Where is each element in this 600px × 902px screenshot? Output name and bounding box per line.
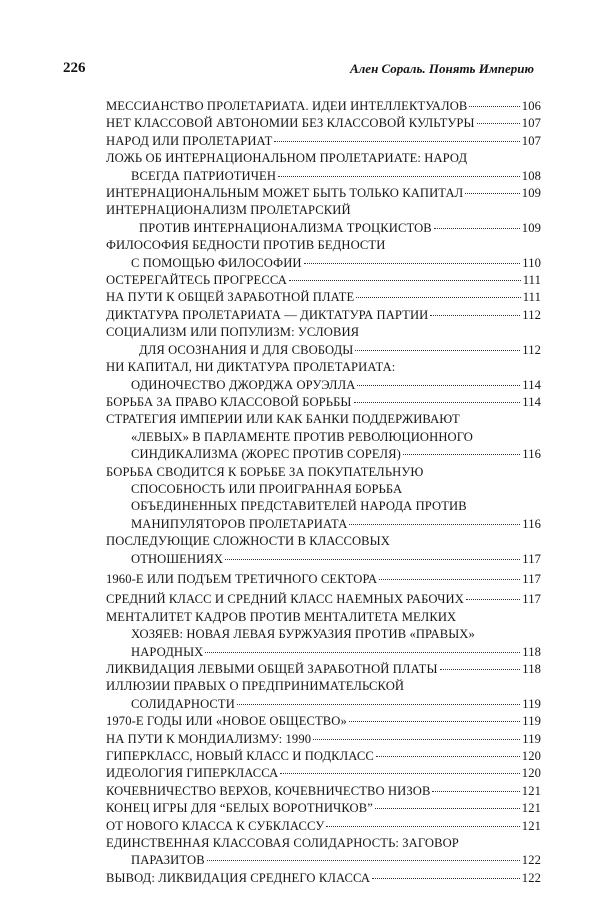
toc-page-number: 121 [521, 801, 541, 816]
page-number: 226 [63, 60, 86, 76]
dot-leader [354, 402, 521, 403]
dot-leader [465, 193, 519, 194]
toc-entry [106, 870, 541, 887]
toc-entry-title-line: НА ПУТИ К МОНДИАЛИЗМУ: 1990 [106, 731, 312, 746]
toc-entry [106, 533, 541, 568]
dot-leader [469, 106, 519, 107]
toc-entry-title-line: КОНЕЦ ИГРЫ ДЛЯ “БЕЛЫХ ВОРОТНИЧКОВ” [106, 801, 373, 816]
dot-leader [326, 826, 519, 827]
toc-entry-title-line: ЛИКВИДАЦИЯ ЛЕВЫМИ ОБЩЕЙ ЗАРАБОТНОЙ ПЛАТЫ [106, 662, 438, 676]
dot-leader [375, 808, 520, 809]
toc-entry-title-line: ОСТЕРЕГАЙТЕСЬ ПРОГРЕССА [106, 273, 287, 288]
toc-page-number: 114 [522, 394, 541, 409]
toc-entry-title-line: ГИПЕРКЛАСС, НОВЫЙ КЛАСС И ПОДКЛАСС [106, 749, 374, 764]
toc-page-number: 121 [521, 783, 541, 798]
toc-entry [106, 835, 541, 870]
toc-entry-title-line: ИДЕОЛОГИЯ ГИПЕРКЛАССА [106, 766, 279, 781]
dot-leader [225, 559, 520, 560]
toc-page-number: 114 [522, 377, 541, 392]
toc-entry [106, 359, 541, 394]
toc-entry [106, 237, 541, 272]
toc-entry [106, 394, 541, 411]
toc-entry-title-line: ФИЛОСОФИЯ БЕДНОСТИ ПРОТИВ БЕДНОСТИ [106, 238, 386, 253]
toc-page-number: 109 [521, 220, 541, 235]
toc-entry-title-line: БОРЬБА СВОДИТСЯ К БОРЬБЕ ЗА ПОКУПАТЕЛЬНУЮ [106, 464, 424, 479]
toc-entry [106, 800, 541, 817]
toc-entry [106, 765, 541, 782]
toc-entry-title-line: НЕТ КЛАССОВОЙ АВТОНОМИИ БЕЗ КЛАССОВОЙ КУЛЬТУРЫ [106, 116, 475, 131]
dot-leader [355, 350, 520, 351]
toc-entry-title-line: СТРАТЕГИЯ ИМПЕРИИ ИЛИ КАК БАНКИ ПОДДЕРЖИВАЮТ [106, 412, 460, 427]
toc-page-number: 107 [521, 116, 541, 131]
toc-entry-title-line: ОБЪЕДИНЕННЫХ ПРЕДСТАВИТЕЛЕЙ НАРОДА ПРОТИВ [131, 499, 467, 514]
toc-page-number: 116 [522, 516, 541, 531]
toc-entry [106, 150, 541, 185]
toc-page-number: 122 [521, 870, 541, 885]
toc-page-number: 107 [521, 133, 541, 148]
toc-entry [106, 571, 541, 588]
toc-entry [106, 411, 541, 463]
toc-entry [106, 731, 541, 748]
dot-leader [466, 599, 520, 600]
toc-entry [106, 307, 541, 324]
toc-entry-title-line: НИ КАПИТАЛ, НИ ДИКТАТУРА ПРОЛЕТАРИАТА: [106, 360, 396, 375]
dot-leader [403, 454, 520, 455]
toc-page-number: 109 [521, 186, 541, 201]
toc-entry-title-line: ПАРАЗИТОВ [131, 853, 205, 868]
toc-entry-title-line: ЕДИНСТВЕННАЯ КЛАССОВАЯ СОЛИДАРНОСТЬ: ЗАГОВОР [106, 836, 459, 851]
toc-entry-title-line: МЕНТАЛИТЕТ КАДРОВ ПРОТИВ МЕНТАЛИТЕТА МЕЛКИХ [106, 609, 457, 624]
dot-leader [205, 652, 520, 653]
toc-entry [106, 133, 541, 150]
toc-entry-title-line: ДИКТАТУРА ПРОЛЕТАРИАТА — ДИКТАТУРА ПАРТИИ [106, 307, 429, 322]
toc-entry [106, 591, 541, 608]
toc-page-number: 119 [522, 731, 541, 746]
toc-page-number: 120 [521, 749, 541, 764]
toc-entry-title-line: ИНТЕРНАЦИОНАЛИЗМ ПРОЛЕТАРСКИЙ [106, 203, 351, 218]
dot-leader [434, 228, 520, 229]
dot-leader [289, 280, 521, 281]
toc-page-number: 119 [522, 696, 541, 711]
running-title: Ален Сораль. Понять Империю [349, 61, 534, 76]
dot-leader [349, 721, 520, 722]
toc-entry-title-line: «ЛЕВЫХ» В ПАРЛАМЕНТЕ ПРОТИВ РЕВОЛЮЦИОННОГО [131, 429, 473, 444]
toc-entry-title-line: 1960-Е ИЛИ ПОДЪЕМ ТРЕТИЧНОГО СЕКТОРА [106, 571, 378, 586]
dot-leader [349, 524, 520, 525]
toc-entry-title-line: ПОСЛЕДУЮЩИЕ СЛОЖНОСТИ В КЛАССОВЫХ [106, 534, 390, 549]
toc-entry-title-line: МАНИПУЛЯТОРОВ ПРОЛЕТАРИАТА [131, 516, 348, 531]
toc-page-number: 119 [522, 714, 541, 729]
toc-entry-title-line: НА ПУТИ К ОБЩЕЙ ЗАРАБОТНОЙ ПЛАТЕ [106, 290, 355, 305]
toc-entry [106, 748, 541, 765]
dot-leader [440, 669, 521, 670]
toc-entry [106, 289, 541, 306]
toc-entry-title-line: СПОСОБНОСТЬ ИЛИ ПРОИГРАННАЯ БОРЬБА [131, 481, 403, 496]
toc-entry-title-line: ОТНОШЕНИЯХ [131, 551, 224, 566]
dot-leader [477, 123, 520, 124]
dot-leader [379, 579, 520, 580]
toc-entry-title-line: ИЛЛЮЗИИ ПРАВЫХ О ПРЕДПРИНИМАТЕЛЬСКОЙ [106, 679, 405, 694]
toc-page-number: 117 [522, 592, 541, 607]
toc-entry-title-line: БОРЬБА ЗА ПРАВО КЛАССОВОЙ БОРЬБЫ [106, 394, 352, 409]
toc-page-number: 120 [521, 766, 541, 781]
toc-entry-title-line: СОЦИАЛИЗМ ИЛИ ПОПУЛИЗМ: УСЛОВИЯ [106, 325, 360, 340]
toc-entry [106, 98, 541, 115]
toc-entry-title-line: НАРОД ИЛИ ПРОЛЕТАРИАТ [106, 133, 273, 148]
toc-entry [106, 783, 541, 800]
toc-entry [106, 818, 541, 835]
toc-page-number: 116 [522, 447, 541, 462]
toc-entry [106, 713, 541, 730]
toc-entry [106, 115, 541, 132]
toc-entry [106, 464, 541, 534]
dot-leader [357, 385, 520, 386]
toc-entry-title-line: ВЫВОД: ЛИКВИДАЦИЯ СРЕДНЕГО КЛАССА [106, 870, 371, 885]
toc-entry-title-line: СОЛИДАРНОСТИ [131, 696, 235, 711]
toc-entry-title-line: КОЧЕВНИЧЕСТВО ВЕРХОВ, КОЧЕВНИЧЕСТВО НИЗОВ [106, 783, 431, 798]
toc-page-number: 122 [521, 853, 541, 868]
dot-leader [207, 860, 520, 861]
dot-leader [432, 791, 519, 792]
toc-entry-title-line: ДЛЯ ОСОЗНАНИЯ И ДЛЯ СВОБОДЫ [139, 342, 354, 357]
page-header [0, 60, 600, 84]
toc-page-number: 112 [522, 342, 541, 357]
toc-page-number: 117 [522, 551, 541, 566]
toc-entry-title-line: ОТ НОВОГО КЛАССА К СУБКЛАССУ [106, 818, 325, 833]
toc-page-number: 117 [522, 571, 541, 586]
dot-leader [430, 315, 520, 316]
toc-entry [106, 272, 541, 289]
toc-page-number: 118 [522, 662, 541, 676]
toc-entry-title-line: С ПОМОЩЬЮ ФИЛОСОФИИ [131, 255, 302, 270]
toc-page-number: 110 [522, 255, 541, 270]
dot-leader [274, 141, 519, 142]
dot-leader [280, 773, 519, 774]
toc-page-number: 111 [522, 290, 541, 305]
toc-entry [106, 324, 541, 359]
toc-entry-title-line: НАРОДНЫХ [131, 644, 204, 659]
dot-leader [237, 704, 520, 705]
toc-page-number: 121 [521, 818, 541, 833]
toc-entry-title-line: ПРОТИВ ИНТЕРНАЦИОНАЛИЗМА ТРОЦКИСТОВ [139, 220, 432, 235]
toc-page-number: 111 [522, 273, 541, 288]
table-of-contents [106, 98, 541, 887]
toc-entry-title-line: ХОЗЯЕВ: НОВАЯ ЛЕВАЯ БУРЖУАЗИЯ ПРОТИВ «ПРАВЫХ» [131, 627, 475, 642]
toc-entry [106, 678, 541, 713]
toc-entry-title-line: ВСЕГДА ПАТРИОТИЧЕН [131, 168, 277, 183]
toc-page-number: 118 [522, 644, 541, 659]
toc-entry-title-line: ОДИНОЧЕСТВО ДЖОРДЖА ОРУЭЛЛА [131, 377, 356, 392]
toc-entry-title-line: ЛОЖЬ ОБ ИНТЕРНАЦИОНАЛЬНОМ ПРОЛЕТАРИАТЕ: НАРОД [106, 151, 468, 166]
toc-entry-title-line: ИНТЕРНАЦИОНАЛЬНЫМ МОЖЕТ БЫТЬ ТОЛЬКО КАПИТАЛ [106, 186, 464, 201]
toc-entry-title-line: МЕССИАНСТВО ПРОЛЕТАРИАТА. ИДЕИ ИНТЕЛЛЕКТУАЛОВ [106, 99, 468, 113]
toc-entry-title-line: СРЕДНИЙ КЛАСС И СРЕДНИЙ КЛАСС НАЕМНЫХ РАБОЧИХ [106, 592, 464, 607]
dot-leader [356, 297, 520, 298]
dot-leader [376, 756, 520, 757]
toc-page-number: 108 [521, 168, 541, 183]
toc-entry [106, 185, 541, 202]
dot-leader [372, 878, 520, 879]
toc-page-number: 106 [521, 99, 541, 113]
dot-leader [278, 176, 520, 177]
toc-page-number: 112 [522, 307, 541, 322]
toc-entry [106, 202, 541, 237]
toc-entry-title-line: СИНДИКАЛИЗМА (ЖОРЕС ПРОТИВ СОРЕЛЯ) [131, 447, 401, 462]
toc-entry [106, 609, 541, 661]
dot-leader [304, 263, 521, 264]
toc-entry-title-line: 1970-Е ГОДЫ ИЛИ «НОВОЕ ОБЩЕСТВО» [106, 714, 347, 729]
dot-leader [313, 739, 520, 740]
toc-entry [106, 661, 541, 678]
